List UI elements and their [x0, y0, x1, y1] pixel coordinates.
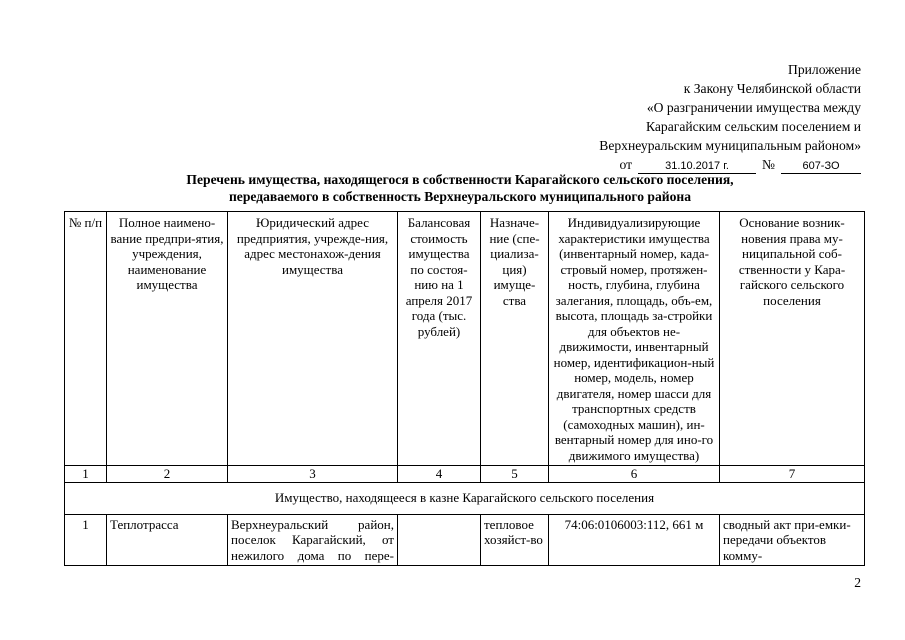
- row-balance: [398, 514, 481, 566]
- header-cell-address: Юридический адрес предприятия, учрежде-ния, адрес местонахож-дения имущества: [228, 212, 398, 466]
- page-bottom-margin: [0, 567, 905, 640]
- from-label: от: [619, 157, 633, 172]
- law-number: 607-ЗО: [781, 159, 861, 174]
- table-row: [65, 514, 865, 566]
- header-cell-number: № п/п: [65, 212, 107, 466]
- column-number: 4: [398, 466, 481, 483]
- row-characteristics: 74:06:0106003:112, 661 м: [549, 514, 720, 566]
- header-cell-basis: Основание возник-новения права му-ниципальной соб-ственности у Кара-гайского сельского поселения: [720, 212, 865, 466]
- appendix-line-3: «О разграничении имущества между: [646, 100, 861, 115]
- column-number: 6: [549, 466, 720, 483]
- header-cell-purpose: Назначе-ние (спе-циализа-ция) имуще-ства: [481, 212, 549, 466]
- column-number-row: [65, 466, 865, 483]
- appendix-block: [501, 60, 861, 174]
- appendix-line-4: Карагайским сельским поселением и: [646, 119, 861, 134]
- column-number: 5: [481, 466, 549, 483]
- document-title: [60, 171, 860, 205]
- document-title-line-2: передаваемого в собственность Верхнеуральского муниципального района: [228, 189, 692, 204]
- section-row: [65, 483, 865, 515]
- section-title: Имущество, находящееся в казне Карагайского сельского поселения: [65, 483, 865, 515]
- law-date: 31.10.2017 г.: [638, 159, 756, 174]
- row-basis: сводный акт при-емки-передачи объектов комму-: [720, 514, 865, 566]
- document-title-line-1: Перечень имущества, находящегося в собственности Карагайского сельского поселения,: [186, 172, 734, 187]
- column-number: 1: [65, 466, 107, 483]
- column-number: 3: [228, 466, 398, 483]
- number-label: №: [762, 157, 775, 172]
- header-cell-name: Полное наимено-вание предпри-ятия, учреждения, наименование имущества: [107, 212, 228, 466]
- appendix-line-5: Верхнеуральским муниципальным районом»: [599, 138, 861, 153]
- row-name: Теплотрасса: [107, 514, 228, 566]
- row-address: Верхнеуральский район, поселок Карагайский, от нежилого дома по пере-: [228, 514, 398, 566]
- row-number: 1: [65, 514, 107, 566]
- page-number: 2: [854, 575, 861, 590]
- appendix-line-1: Приложение: [788, 62, 861, 77]
- row-purpose: тепловое хозяйст-во: [481, 514, 549, 566]
- property-table: [64, 211, 865, 566]
- table-header-row: [65, 212, 865, 466]
- appendix-line-2: к Закону Челябинской области: [683, 81, 861, 96]
- column-number: 2: [107, 466, 228, 483]
- header-cell-balance: Балансовая стоимость имущества по состоя-нию на 1 апреля 2017 года (тыс. рублей): [398, 212, 481, 466]
- header-cell-characteristics: Индивидуализирующие характеристики имущества (инвентарный номер, када-стровый номер, протяжен-ность, глубина, глубина залегания, площадь, объ-ем, высота, площадь за-стройки для объектов не-движимости, инвентарный номер, идентификацион-ный номер, модель, номер двигателя, номер шасси для транспортных средств (самоходных машин), ин-вентарный номер для ино-го движимого имущества): [549, 212, 720, 466]
- column-number: 7: [720, 466, 865, 483]
